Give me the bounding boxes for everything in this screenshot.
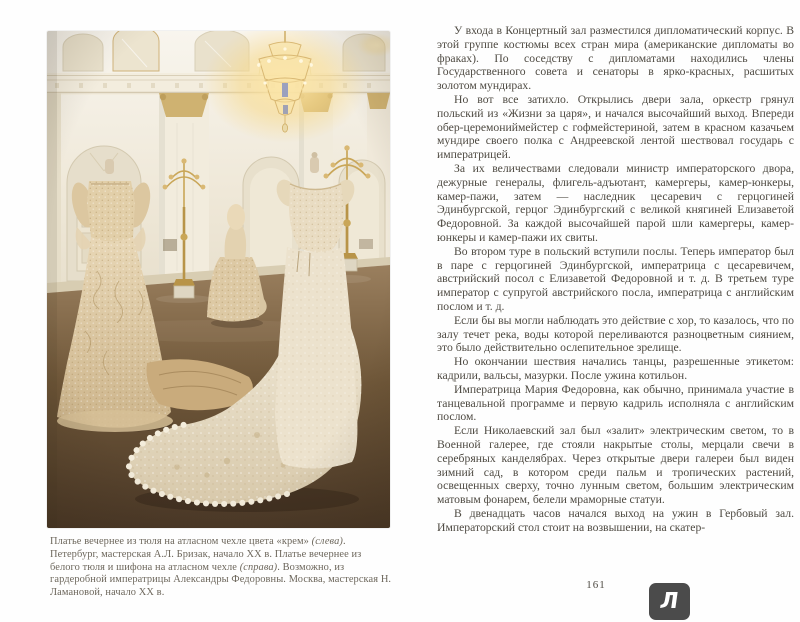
paragraph: Если бы вы могли наблюдать это действие с хор, то казалось, что по залу течет река, воды которой переливаются разноцветным сиянием, это было действительно ослепительное зрелище. [437, 313, 794, 355]
paragraph: Императрица Мария Федоровна, как обычно, принимала участие в танцевальной программе и первую кадриль исполняла с английским послом. [437, 382, 794, 424]
paragraph: Но окончании шествия начались танцы, разрешенные этикетом: кадрили, вальсы, мазурки. После ужина котильон. [437, 355, 794, 382]
paragraph: Во втором туре в польский вступили послы. Теперь император был в паре с герцогиней Эдинбургской, императрица с цесаревичем, австрийский посол с Елизаветой Федоровной и т. д. В третьем туре император с супругой австрийского посла, императрица с английским послом и т. д. [437, 244, 794, 313]
caption-segment: (справа) [239, 561, 278, 573]
caption-segment: . Петербург, мастерская А.Л. Бризак, начало XX в. Платье вечернее из белого тюля и шифона на атласном чехле [50, 536, 362, 573]
palace-hall-scene [47, 31, 390, 528]
photo-dresses-hall [47, 31, 390, 528]
paragraph: У входа в Концертный зал разместился дипломатический корпус. В этой группе костюмы всех стран мира (американские дипломаты во фраках). По соседству с дипломатами находились члены Государственного совета и сенаторы в ярко-красных, расшитых золотом мундирах. [437, 24, 794, 93]
paragraph: В двенадцать часов начался выход на ужин в Гербовый зал. Императорский стол стоит на возвышении, на скатер- [437, 506, 794, 534]
caption-segment: (слева) [311, 536, 343, 547]
labirint-logo [649, 583, 690, 620]
paragraph: Но вот все затихло. Открылись двери зала, оркестр грянул польский из «Жизни за царя», и начался высочайший выход. Впереди обер-церемониймейстер с гофмейстериной, затем в красном казачьем мундире своего полка с Андреевской лентой шествовал государь с императрицей. [437, 92, 794, 162]
paragraph: Если Николаевский зал был «залит» электрическим светом, то в Военной галерее, где стояли накрытые столы, мерцали свечи в серебряных канделябрах. Через открытые двери галереи был виден зимний сад, в котором среди пальм и тропических растений, освещенных сверху, точно лунным светом, большим электрическим матовым фонарем, белели мраморные статуи. [437, 424, 794, 507]
paragraph: За их величествами следовали министр императорского двора, дежурные генералы, флигель-адъютант, камергеры, камер-юнкеры, камер-пажи, затем — наследник цесаревич с герцогиней Эдинбургской, герцог Эдинбургский с великой княгиней Елизаветой Федоровной. За каждой высочайшей парой шли камергеры, камер-юнкеры и камер-пажи их свиты. [437, 161, 794, 244]
photo-vignette [47, 31, 390, 528]
caption-segment: . Возможно, из гардеробной императрицы Александры Федоровны. Москва, мастерская Н. Ламановой, начало XX в. [50, 561, 392, 599]
caption-segment: Платье вечернее из тюля на атласном чехле цвета «крем» [50, 536, 312, 547]
text-column [437, 24, 794, 534]
logo-letter: Л [658, 588, 681, 614]
photo-caption [50, 536, 394, 600]
page-number: 161 [586, 579, 606, 591]
